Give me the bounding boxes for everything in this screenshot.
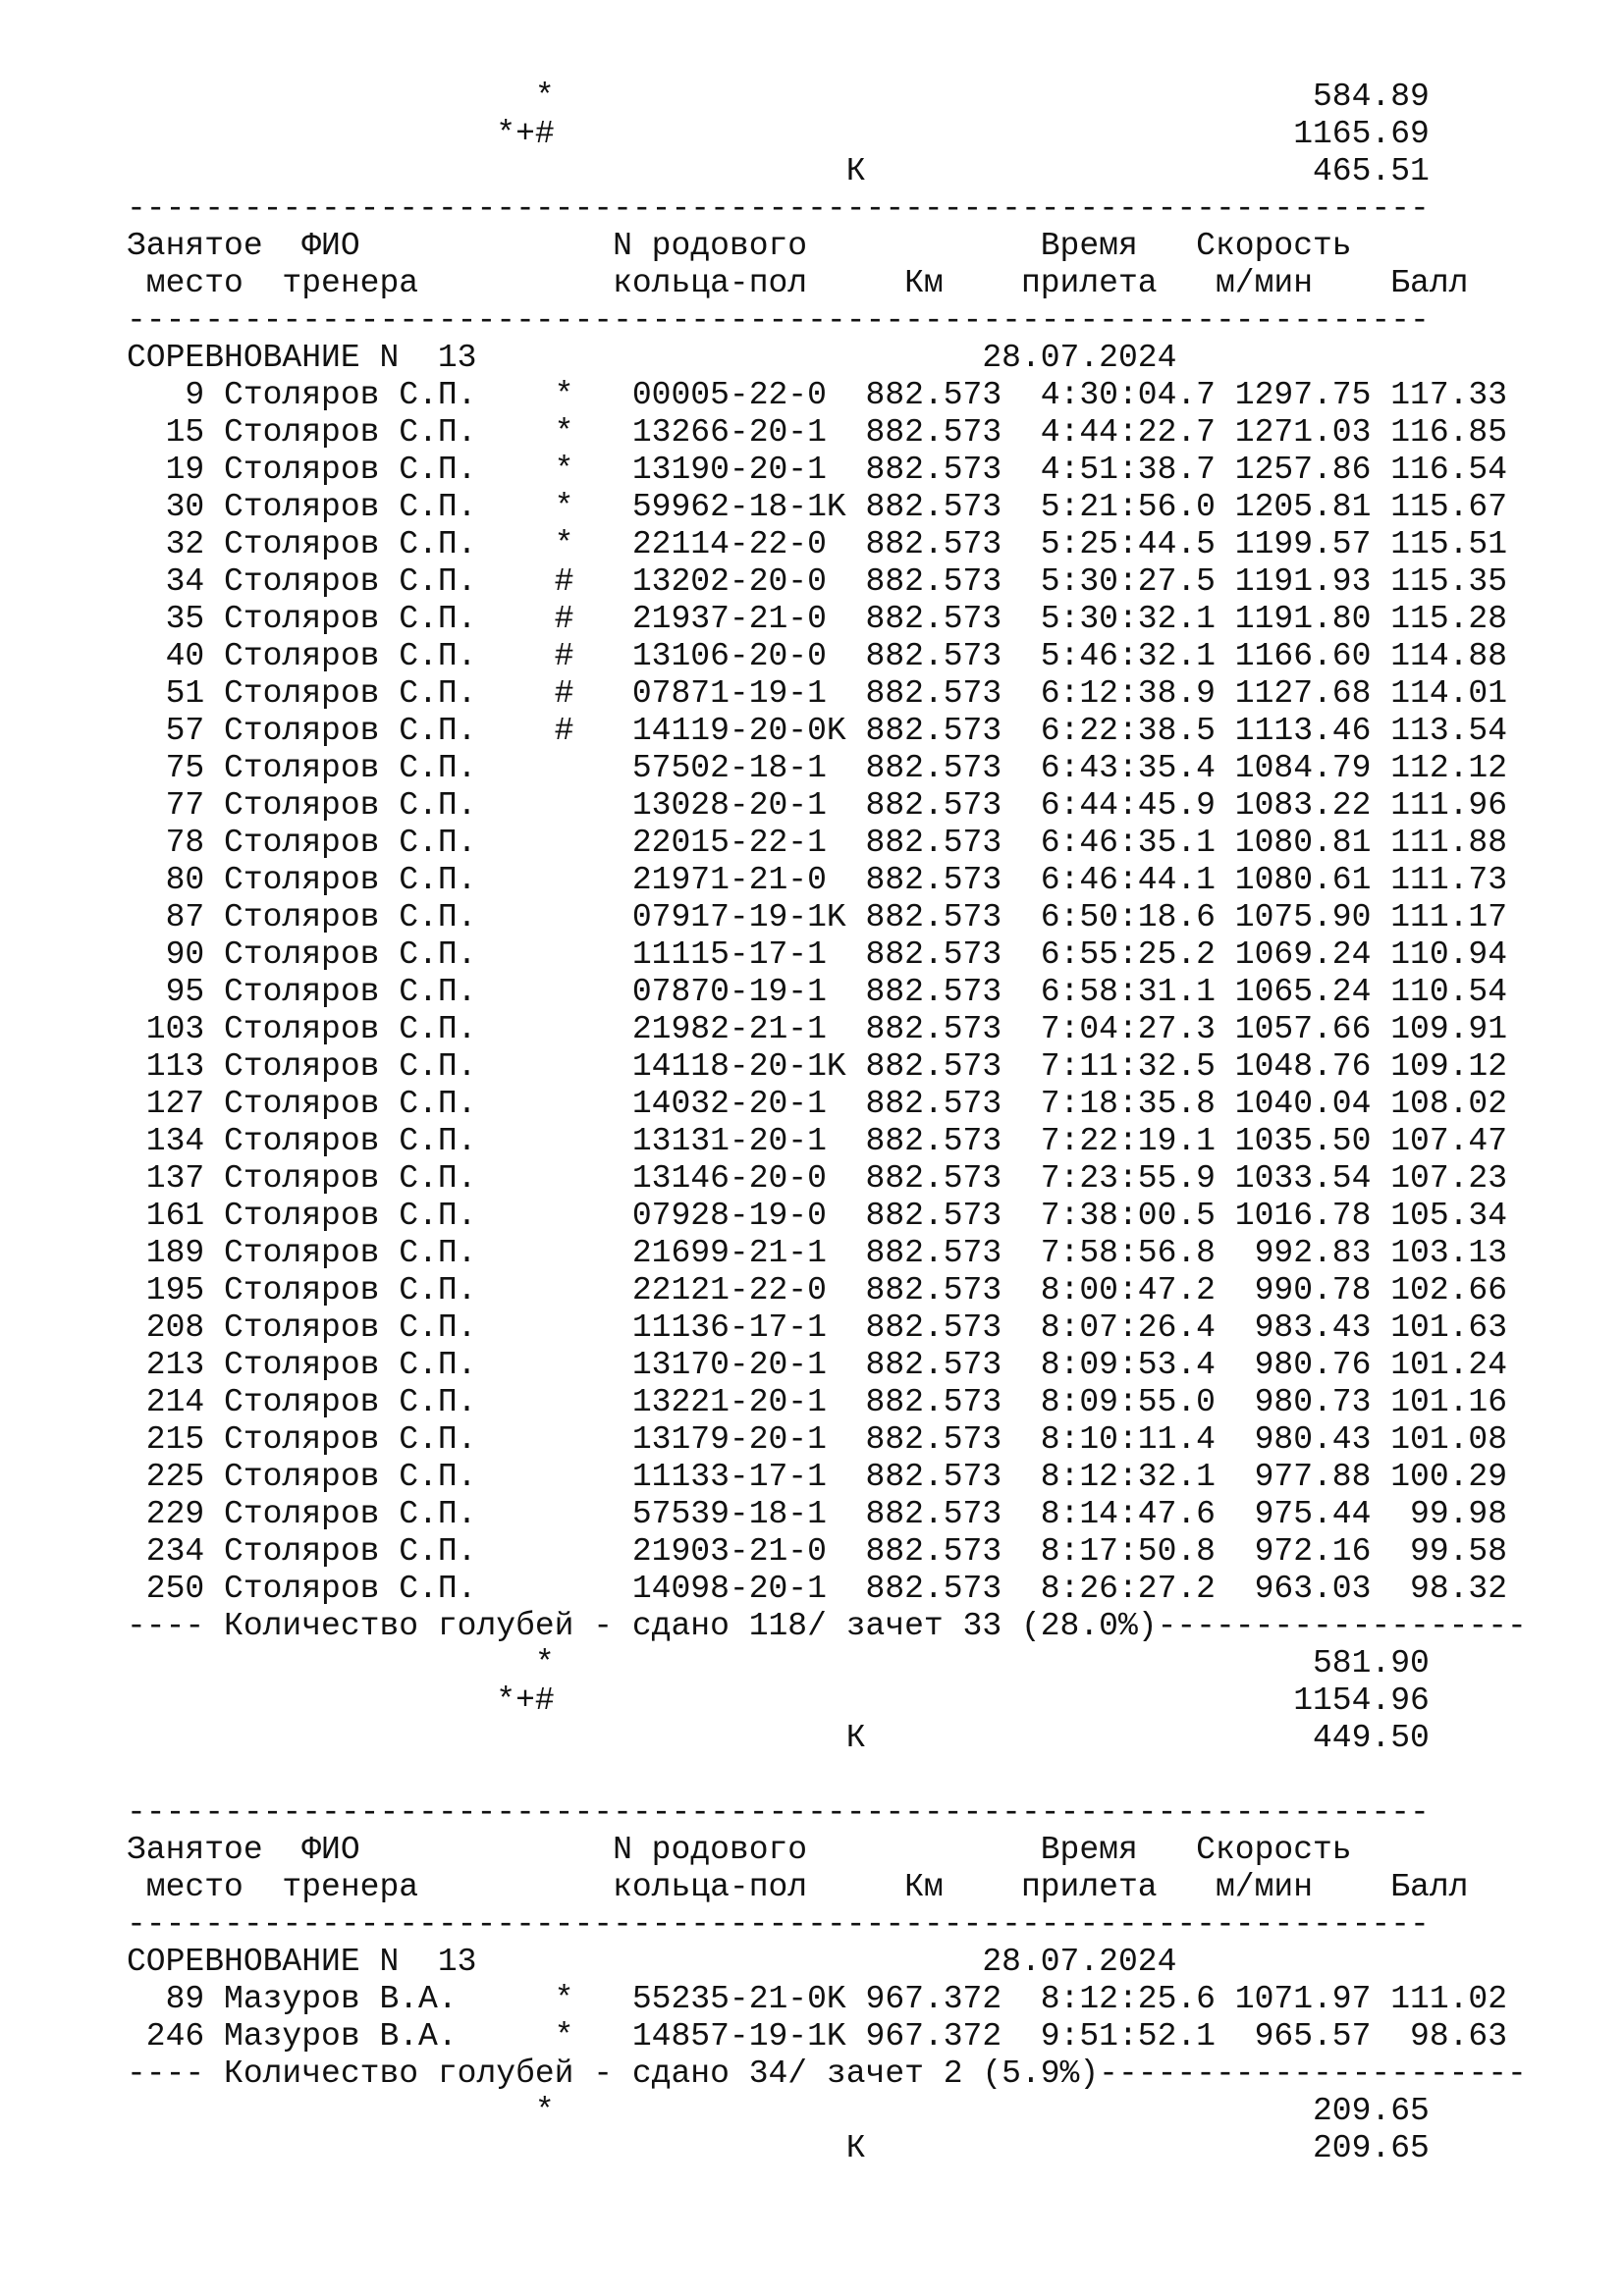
report-line: место тренера кольца-пол Км прилета м/мин Балл	[127, 1869, 1469, 1905]
report-line: 80 Столяров С.П. 21971-21-0 882.573 6:46:44.1 1080.61 111.73	[127, 862, 1508, 898]
report-line: 75 Столяров С.П. 57502-18-1 882.573 6:43:35.4 1084.79 112.12	[127, 750, 1508, 786]
report-line: 134 Столяров С.П. 13131-20-1 882.573 7:22:19.1 1035.50 107.47	[127, 1123, 1508, 1159]
report-line: Занятое ФИО N родового Время Скорость	[127, 1832, 1352, 1868]
report-line: * 581.90	[127, 1645, 1430, 1682]
report-line: 215 Столяров С.П. 13179-20-1 882.573 8:10:11.4 980.43 101.08	[127, 1421, 1508, 1458]
report-line: 161 Столяров С.П. 07928-19-0 882.573 7:38:00.5 1016.78 105.34	[127, 1198, 1508, 1234]
report-line: 195 Столяров С.П. 22121-22-0 882.573 8:00:47.2 990.78 102.66	[127, 1272, 1508, 1308]
report-line: *+# 1165.69	[127, 116, 1430, 152]
report-line: 95 Столяров С.П. 07870-19-1 882.573 6:58:31.1 1065.24 110.54	[127, 974, 1508, 1010]
report-line: СОРЕВНОВАНИЕ N 13 28.07.2024	[127, 340, 1177, 376]
report-line: 87 Столяров С.П. 07917-19-1K 882.573 6:50:18.6 1075.90 111.17	[127, 899, 1508, 935]
report-line: -------------------------------------------------------------------	[127, 302, 1430, 339]
report-line: 234 Столяров С.П. 21903-21-0 882.573 8:17:50.8 972.16 99.58	[127, 1533, 1508, 1570]
report-line: 57 Столяров С.П. # 14119-20-0K 882.573 6:22:38.5 1113.46 113.54	[127, 713, 1508, 749]
report-line: 250 Столяров С.П. 14098-20-1 882.573 8:26:27.2 963.03 98.32	[127, 1571, 1508, 1607]
report-line: 51 Столяров С.П. # 07871-19-1 882.573 6:12:38.9 1127.68 114.01	[127, 675, 1508, 712]
report-line: 137 Столяров С.П. 13146-20-0 882.573 7:23:55.9 1033.54 107.23	[127, 1160, 1508, 1197]
report-line: * 584.89	[127, 79, 1430, 115]
report-line: -------------------------------------------------------------------	[127, 1906, 1430, 1943]
report-line: 9 Столяров С.П. * 00005-22-0 882.573 4:30:04.7 1297.75 117.33	[127, 377, 1508, 413]
report-line: 90 Столяров С.П. 11115-17-1 882.573 6:55:25.2 1069.24 110.94	[127, 936, 1508, 973]
report-line: 246 Мазуров В.А. * 14857-19-1K 967.372 9:51:52.1 965.57 98.63	[127, 2018, 1508, 2055]
report-line: 32 Столяров С.П. * 22114-22-0 882.573 5:25:44.5 1199.57 115.51	[127, 526, 1508, 562]
report-line: 30 Столяров С.П. * 59962-18-1K 882.573 5:21:56.0 1205.81 115.67	[127, 489, 1508, 525]
report-line: ---- Количество голубей - сдано 34/ зачет 2 (5.9%)----------------------	[127, 2056, 1527, 2092]
report-line: К 449.50	[127, 1720, 1430, 1756]
report-line: 15 Столяров С.П. * 13266-20-1 882.573 4:44:22.7 1271.03 116.85	[127, 414, 1508, 451]
report-line: 103 Столяров С.П. 21982-21-1 882.573 7:04:27.3 1057.66 109.91	[127, 1011, 1508, 1047]
report-line: -------------------------------------------------------------------	[127, 1794, 1430, 1831]
report-line: ---- Количество голубей - сдано 118/ зачет 33 (28.0%)-------------------	[127, 1608, 1527, 1644]
report-line: 78 Столяров С.П. 22015-22-1 882.573 6:46:35.1 1080.81 111.88	[127, 825, 1508, 861]
report-line: К 465.51	[127, 153, 1430, 189]
result-report	[127, 79, 1527, 2167]
report-line: 35 Столяров С.П. # 21937-21-0 882.573 5:30:32.1 1191.80 115.28	[127, 601, 1508, 637]
report-line: -------------------------------------------------------------------	[127, 190, 1430, 227]
report-line: Занятое ФИО N родового Время Скорость	[127, 228, 1352, 264]
report-line: 214 Столяров С.П. 13221-20-1 882.573 8:09:55.0 980.73 101.16	[127, 1384, 1508, 1420]
report-line: СОРЕВНОВАНИЕ N 13 28.07.2024	[127, 1944, 1177, 1980]
report-line: *+# 1154.96	[127, 1682, 1430, 1719]
report-line: 77 Столяров С.П. 13028-20-1 882.573 6:44:45.9 1083.22 111.96	[127, 787, 1508, 824]
report-line: 113 Столяров С.П. 14118-20-1K 882.573 7:11:32.5 1048.76 109.12	[127, 1048, 1508, 1085]
report-line: 189 Столяров С.П. 21699-21-1 882.573 7:58:56.8 992.83 103.13	[127, 1235, 1508, 1271]
report-line: 34 Столяров С.П. # 13202-20-0 882.573 5:30:27.5 1191.93 115.35	[127, 563, 1508, 600]
report-line: 19 Столяров С.П. * 13190-20-1 882.573 4:51:38.7 1257.86 116.54	[127, 452, 1508, 488]
report-line: 40 Столяров С.П. # 13106-20-0 882.573 5:46:32.1 1166.60 114.88	[127, 638, 1508, 674]
report-line: * 209.65	[127, 2093, 1430, 2129]
report-line: 208 Столяров С.П. 11136-17-1 882.573 8:07:26.4 983.43 101.63	[127, 1309, 1508, 1346]
report-line: 225 Столяров С.П. 11133-17-1 882.573 8:12:32.1 977.88 100.29	[127, 1459, 1508, 1495]
report-line: К 209.65	[127, 2130, 1430, 2166]
report-line: 213 Столяров С.П. 13170-20-1 882.573 8:09:53.4 980.76 101.24	[127, 1347, 1508, 1383]
report-line: 127 Столяров С.П. 14032-20-1 882.573 7:18:35.8 1040.04 108.02	[127, 1086, 1508, 1122]
report-line	[127, 1757, 1527, 1794]
report-line: место тренера кольца-пол Км прилета м/мин Балл	[127, 265, 1469, 301]
report-line: 229 Столяров С.П. 57539-18-1 882.573 8:14:47.6 975.44 99.98	[127, 1496, 1508, 1532]
report-line: 89 Мазуров В.А. * 55235-21-0K 967.372 8:12:25.6 1071.97 111.02	[127, 1981, 1508, 2017]
